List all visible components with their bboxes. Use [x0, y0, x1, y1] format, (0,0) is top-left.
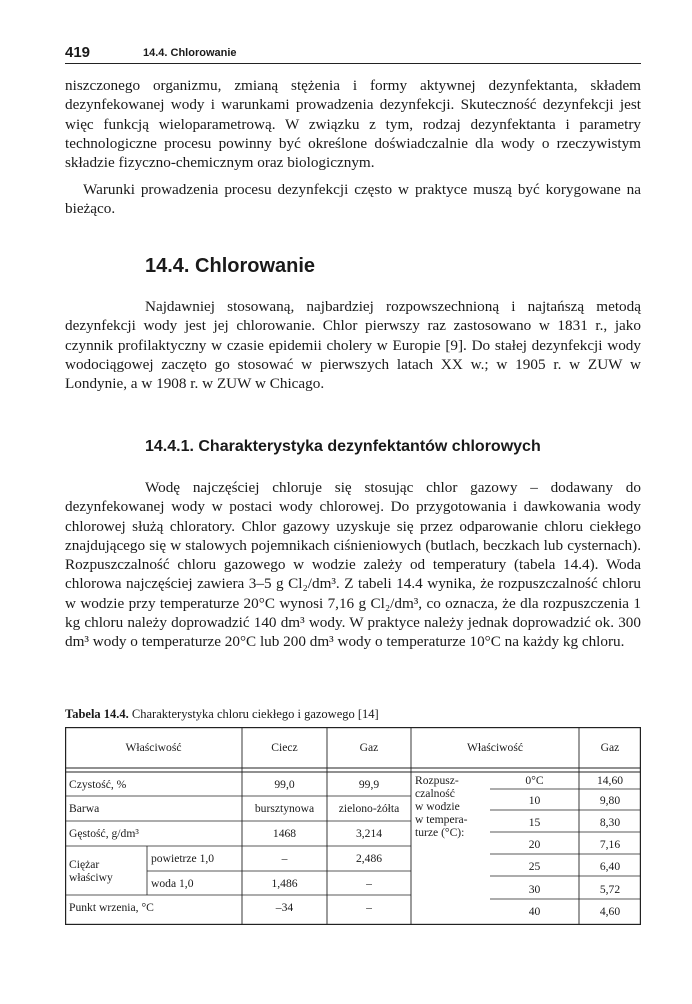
header-gas-right: Gaz	[600, 741, 620, 754]
solubility-label-line5: turze (°C):	[415, 826, 465, 839]
specific-weight-label-line2: właściwy	[69, 871, 113, 884]
solubility-label-line3: w wodzie	[415, 800, 460, 813]
solubility-label-line1: Rozpusz-	[415, 774, 459, 787]
solubility-label-line2: czalność	[415, 787, 455, 800]
intro-paragraph-2: Warunki prowadzenia procesu dezynfekcji często w praktyce muszą być korygowane na bieżąco.	[65, 181, 641, 218]
solubility-value-10: 9,80	[599, 794, 621, 807]
specific-weight-label-line1: Ciężar	[69, 858, 100, 871]
solubility-temp-20: 20	[528, 838, 541, 851]
solubility-temp-30: 30	[528, 883, 541, 896]
purity-label: Czystość, %	[69, 778, 127, 791]
running-section-title: 14.4. Chlorowanie	[143, 47, 237, 59]
solubility-temp-0: 0°C	[525, 774, 544, 787]
header-property-left: Właściwość	[125, 741, 182, 754]
page-number: 419	[65, 44, 91, 61]
running-header	[65, 43, 641, 64]
color-label: Barwa	[69, 802, 100, 815]
color-liquid: bursztynowa	[254, 802, 315, 815]
density-label: Gęstość, g/dm³	[69, 827, 139, 840]
solubility-value-30: 5,72	[599, 883, 621, 896]
air-liquid-value: –	[281, 852, 288, 865]
section-heading-chlorowanie: 14.4. Chlorowanie	[145, 255, 316, 277]
boiling-point-gas: –	[366, 901, 372, 914]
table-caption	[65, 707, 379, 722]
chlorine-gas-paragraph: Wodę najczęściej chloruje się stosując chlor gazowy – dodawany do dezynfekowanej wody w postaci wody chlorowej. Do przygotowania i dawkowania wody chlorowej służą chloratory. Chlor gazowy uzyskuje się przez odparowanie chloru ciekłego znajdującego się w stalowych pojemnikach ciśnieniowych (butlach, beczkach lub cysternach). Rozpuszczalność chloru gazowego w wodzie zależy od temperatury (tabela 14.4). Woda chlorowa najczęściej zawiera 3–5 g Cl₂/dm³. Z tabeli 14.4 wynika, że rozpuszczalność chloru w wodzie przy temperaturze 20°C wynosi 7,16 g Cl₂/dm³, co oznacza, że dla rozpuszczenia 1 kg chloru należy doprowadzić 140 dm³ wody. W praktyce należy jednak doprowadzić ok. 300 dm³ wody o temperaturze 20°C lub 200 dm³ wody o temperaturze 10°C na każdy kg chloru.	[65, 479, 641, 651]
solubility-temp-15: 15	[528, 816, 541, 829]
purity-gas: 99,9	[358, 778, 380, 791]
solubility-temp-10: 10	[528, 794, 541, 807]
solubility-value-25: 6,40	[599, 860, 621, 873]
density-gas: 3,214	[355, 827, 383, 840]
solubility-value-40: 4,60	[599, 905, 621, 918]
purity-liquid: 99,0	[274, 778, 295, 791]
water-reference-label: woda 1,0	[151, 877, 194, 890]
air-gas-value: 2,486	[355, 852, 383, 865]
header-gas: Gaz	[359, 741, 379, 754]
density-liquid: 1468	[272, 827, 297, 840]
solubility-value-20: 7,16	[599, 838, 621, 851]
table-caption-label: Tabela 14.4.	[65, 707, 129, 721]
boiling-point-label: Punkt wrzenia, °C	[69, 901, 154, 914]
intro-paragraph-1: niszczonego organizmu, zmianą stężenia i formy aktywnej dezynfektanta, składem dezynfekowanej wody i warunkami prowadzenia dezynfekcji. Skuteczność dezynfekcji jest więc funkcją wieloparametrową. W związku z tym, rodzaj dezynfektanta i parametry technologiczne procesu powinny być określone doświadczalnie dla wody o rzeczywistym składzie fizyczno-chemicznym oraz biologicznym.	[65, 77, 641, 172]
color-gas: zielono-żółta	[338, 802, 400, 815]
header-liquid: Ciecz	[271, 741, 298, 754]
solubility-value-15: 8,30	[599, 816, 621, 829]
solubility-label-line4: w tempera-	[415, 813, 468, 826]
subsection-heading-chlorine-disinfectants: 14.4.1. Charakterystyka dezynfektantów chlorowych	[145, 438, 541, 455]
water-gas-value: –	[366, 877, 372, 890]
boiling-point-liquid: –34	[275, 901, 294, 914]
solubility-value-0: 14,60	[596, 774, 624, 787]
solubility-temp-40: 40	[528, 905, 541, 918]
table-caption-text: Charakterystyka chloru ciekłego i gazowego [14]	[131, 707, 379, 721]
solubility-temp-25: 25	[528, 860, 541, 873]
air-reference-label: powietrze 1,0	[151, 852, 215, 865]
water-liquid-value: 1,486	[271, 877, 298, 890]
header-property-right: Właściwość	[466, 741, 524, 754]
chlorination-paragraph: Najdawniej stosowaną, najbardziej rozpowszechnioną i najtańszą metodą dezynfekcji wody jest jej chlorowanie. Chlor pierwszy raz zastosowano w 1831 r., jako czynnik profilaktyczny w czasie epidemii cholery w Europie [9]. Do stałej dezynfekcji wody wodociągowej zaczęto go stosować w pierwszych latach XX w.; w 1905 r. w ZUW w Londynie, a w 1908 r. w ZUW w Chicago.	[65, 298, 641, 393]
chlorine-properties-table	[65, 727, 641, 925]
